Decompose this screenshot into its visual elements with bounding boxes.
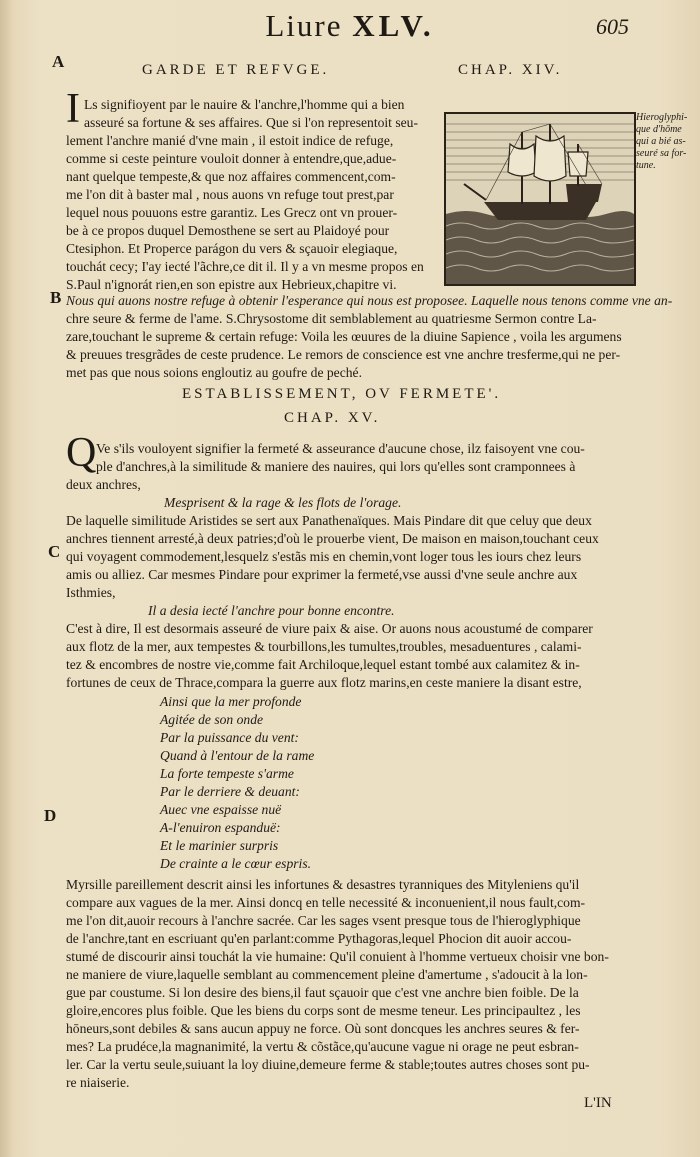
text-line: comme si ceste peinture vouloit donner à entendre,que,adue- bbox=[66, 151, 397, 166]
text-line: tez & encombres de nostre vie,comme fait Archiloque,lequel estant tombé aux calamitez & in- bbox=[66, 657, 580, 672]
text-line: qui voyagent commodement,lesquelz s'estãs mis en chemin,vont loger tous les iours chez leurs bbox=[66, 549, 582, 564]
text-line: chre seure & ferme de l'ame. S.Chrysostome dit semblablement au quatriesme Sermon contre La- bbox=[66, 311, 597, 326]
text-line: Isthmies, bbox=[66, 585, 116, 600]
text-line: gloire,encores plus foible. Que les biens du corps sont de mesme teneur. Les principaultez , les bbox=[66, 1003, 581, 1018]
margin-letter-a: A bbox=[52, 52, 65, 71]
text-line: mes? La prudéce,la magnanimité, la vertu & cõstãce,qu'aucune vague ni orage ne peut esbran- bbox=[66, 1039, 579, 1054]
text-line: fortunes de ceux de Thrace,compara la guerre aux flotz marins,en ceste maniere la disant estre, bbox=[66, 675, 582, 690]
text-line: re niaiserie. bbox=[66, 1075, 130, 1090]
chapter-label-xv: CHAP. XV. bbox=[284, 410, 381, 426]
margin-note-line: que d'hōme bbox=[636, 124, 682, 135]
section-heading-garde: GARDE ET REFVGE. bbox=[142, 62, 330, 78]
drop-cap-i: I bbox=[66, 86, 80, 132]
text-line: lequel nous pouuons estre garantiz. Les Grecz ont vn prouer- bbox=[66, 205, 398, 220]
margin-note bbox=[636, 112, 687, 172]
running-head bbox=[0, 8, 700, 44]
text-line: asseuré sa fortune & ses affaires. Que si l'on representoit seu- bbox=[84, 115, 419, 130]
text-line: Ctesiphon. Et Properce parágon du vers & sçauoir elegiaque, bbox=[66, 241, 398, 256]
text-line: deux anchres, bbox=[66, 477, 141, 492]
margin-note-line: seuré sa for- bbox=[636, 148, 687, 159]
text-line: lement l'anchre manié d'vne main , il estoit indice de refuge, bbox=[66, 133, 394, 148]
text-line: S.Paul n'ignorát rien,en son epistre aux Hebrieux,chapitre vi. bbox=[66, 277, 397, 292]
text-line: & preuues tresgrãdes de ceste prudence. Le remors de conscience est vne anchre tresferme,qui ne per- bbox=[66, 347, 621, 362]
verse-line: Ainsi que la mer profonde bbox=[160, 694, 302, 709]
text-line: touchát cecy; I'ay iecté l'ãchre,ce dit il. Il y a vn mesme propos en bbox=[66, 259, 424, 274]
text-line: Ve s'ils vouloyent signifier la fermeté & asseurance d'aucune chose, ilz faisoyent vne cou- bbox=[96, 441, 585, 456]
text-line: stumé de discourir ainsi touchát la vie humaine: Qu'il conuient à l'homme vertueux choisir vne bon- bbox=[66, 949, 609, 964]
margin-note-line: qui a bié as- bbox=[636, 136, 686, 147]
text-line: ler. Car la vertu seule,suiuant la loy diuine,demeure ferme & stable;toutes autres choses sont pu- bbox=[66, 1057, 590, 1072]
section-heading-establissement: ESTABLISSEMENT, OV FERMETE'. bbox=[182, 386, 502, 402]
text-line: amis ou alliez. Car mesmes Pindare pour exprimer la fermeté,vse aussi d'vne seule anchre aux bbox=[66, 567, 578, 582]
page-number: 605 bbox=[596, 14, 629, 39]
quoted-verse: Mesprisent & la rage & les flots de l'orage. bbox=[164, 495, 402, 510]
verse-line: Par la puissance du vent: bbox=[160, 730, 299, 745]
quoted-verse: Il a desia iecté l'anchre pour bonne encontre. bbox=[148, 603, 395, 618]
running-head-book-number: XLV. bbox=[352, 8, 435, 43]
margin-note-line: tune. bbox=[636, 160, 656, 171]
margin-letter-c: C bbox=[48, 542, 61, 561]
text-line: gue par coustume. Si lon desire des biens,il faut sçauoir que c'est vne anchre bien foible. De la bbox=[66, 985, 579, 1000]
text-line: Ls signifioyent par le nauire & l'anchre,l'homme qui a bien bbox=[84, 97, 405, 112]
text-line: ple d'anchres,à la similitude & maniere des nauires, qui lors qu'elles sont cramponnees à bbox=[96, 459, 576, 474]
text-line: aux flotz de la mer, aux tempestes & tourbillons,les tumultes,troubles, mesaduentures , calami- bbox=[66, 639, 582, 654]
verse-line: Agitée de son onde bbox=[160, 712, 264, 727]
text-line: compare aux vagues de la mer. Ainsi doncq en telle necessité & inconuenient,il nous fault,com- bbox=[66, 895, 586, 910]
text-line: C'est à dire, Il est desormais asseuré de viure paix & aise. Or auons nous acoustumé de comparer bbox=[66, 621, 593, 636]
chapter-label-xiv: CHAP. XIV. bbox=[458, 62, 563, 78]
text-line: me l'on dit,auoir recours à l'anchre sacrée. Car les sages vsent presque tous de l'hieroglyphique bbox=[66, 913, 581, 928]
ship-woodcut-illustration bbox=[444, 112, 636, 286]
text-line: be à ce propos duquel Demosthene se sert au Plaidoyé pour bbox=[66, 223, 390, 238]
text-line: nant quelque tempeste,& que noz affaires commencent,com- bbox=[66, 169, 396, 184]
verse-line: Quand à l'entour de la rame bbox=[160, 748, 315, 763]
text-line: de l'anchre,tant en escriuant qu'en parlant:comme Pythagoras,lequel Phocion dit auoir accou- bbox=[66, 931, 572, 946]
text-line: me l'on dit à baster mal , nous auons vn refuge tout prest,par bbox=[66, 187, 394, 202]
text-line: anchres tiennent arresté,à deux patries;d'où le prouerbe vient, De maison en maison,touchant ceux bbox=[66, 531, 599, 546]
text-line: De laquelle similitude Aristides se sert aux Panathenaïques. Mais Pindare dit que celuy que deux bbox=[66, 513, 592, 528]
text-line: hōneurs,sont debiles & sans aucun appuy ne force. Où sont doncques les anchres seures & fer- bbox=[66, 1021, 580, 1036]
margin-letter-b: B bbox=[50, 288, 62, 307]
text-line: Nous qui auons nostre refuge à obtenir l'esperance qui nous est proposee. Laquelle nous tenons comme vne an- bbox=[66, 293, 673, 308]
text-line: Myrsille pareillement descrit ainsi les infortunes & desastres tyranniques des Mityleniens qu'il bbox=[66, 877, 580, 892]
text-line: met pas que nous soions engloutiz au goufre de peché. bbox=[66, 365, 362, 380]
verse-line: A-l'enuiron espanduë: bbox=[160, 820, 281, 835]
text-line: zare,touchant le supreme & certain refuge: Voila les œuures de la diuine Sapience , voila les argumens bbox=[66, 329, 622, 344]
text-line: ne maniere de viure,laquelle semblant au commencement pleine d'amertume , s'adoucit à la lon- bbox=[66, 967, 588, 982]
catchword: L'IN bbox=[584, 1095, 612, 1111]
verse-line: Et le marinier surpris bbox=[160, 838, 279, 853]
ship-icon bbox=[446, 114, 634, 284]
verse-line: De crainte a le cœur espris. bbox=[160, 856, 312, 871]
margin-letter-d: D bbox=[44, 806, 57, 825]
verse-line: Auec vne espaisse nuë bbox=[160, 802, 282, 817]
margin-note-line: Hieroglyphi- bbox=[636, 112, 688, 123]
verse-line: La forte tempeste s'arme bbox=[160, 766, 294, 781]
running-head-word: Liure bbox=[265, 8, 343, 43]
verse-line: Par le derriere & deuant: bbox=[160, 784, 300, 799]
drop-cap-q: Q bbox=[66, 430, 97, 476]
